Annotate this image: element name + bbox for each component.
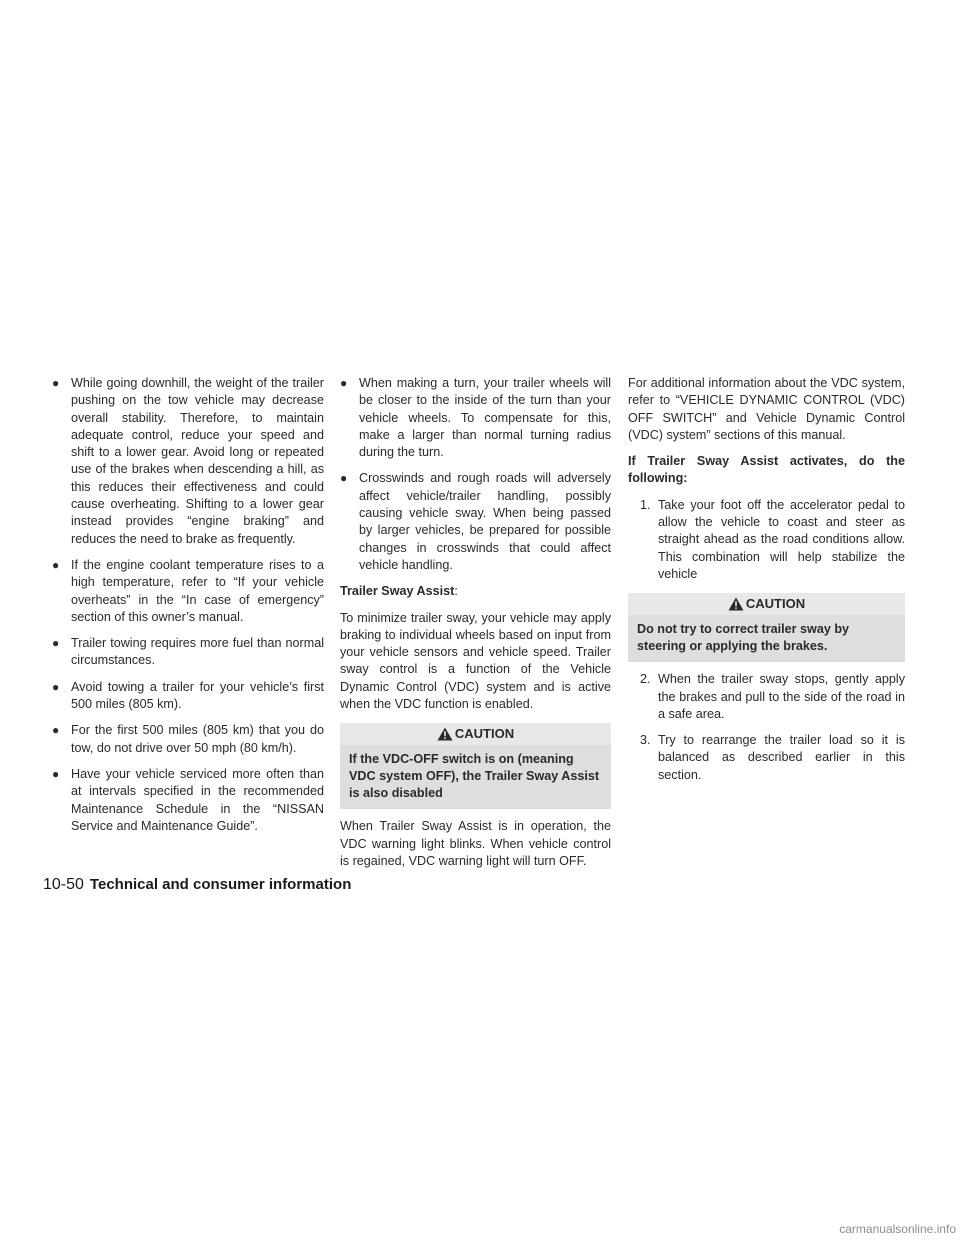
paragraph: To minimize trailer sway, your vehicle may apply braking to individual wheels based on input from your vehicle sensors and vehicle speed. Trailer sway control is a function of the Vehicle Dynamic Control (VDC) system and is active when the VDC function is enabled. (340, 610, 611, 712)
bullet-dot-icon: ● (340, 471, 348, 486)
bullet-dot-icon: ● (52, 766, 60, 781)
watermark: carmanualsonline.info (839, 1222, 956, 1236)
bullet-dot-icon: ● (52, 723, 60, 738)
bullet-dot-icon: ● (52, 679, 60, 694)
list-item: ● While going downhill, the weight of the trailer pushing on the tow vehicle may decrease overall stability. Therefore, to maintain adequate control, reduce your speed and shift to a lower gear. Avoid long or repeated use of the brakes when descending a hill, as this reduces their effectiveness and could cause overheating. Shifting to a lower gear instead provides “engine braking” and reduces the need to brake as frequently. (52, 376, 324, 546)
list-item: ● Avoid towing a trailer for your vehicle’s first 500 miles (805 km). (52, 679, 324, 712)
caution-box (628, 593, 905, 662)
bullet-dot-icon: ● (340, 376, 348, 390)
list-item: ● Have your vehicle serviced more often than at intervals specified in the recommended Maintenance Schedule in the “NISSAN Service and Maintenance Guide”. (52, 766, 324, 833)
list-item: ● For the first 500 miles (805 km) that you do tow, do not drive over 50 mph (80 km/h). (52, 723, 324, 755)
bullet-dot-icon: ● (52, 557, 60, 572)
page-footer (43, 876, 351, 894)
list-item: 2. When the trailer sway stops, gently apply the brakes and pull to the side of the road in a safe area. (640, 672, 905, 721)
section-title: Technical and consumer information (89, 876, 352, 893)
caution-header: CAUTION (628, 593, 905, 615)
section-heading: Trailer Sway Assist: (340, 584, 458, 599)
warning-triangle-icon (728, 597, 744, 611)
column-3 (628, 375, 905, 793)
section-heading: If Trailer Sway Assist activates, do the following: (628, 454, 905, 486)
caution-box (340, 723, 611, 809)
list-item: 1. Take your foot off the accelerator pedal to allow the vehicle to coast and steer as straight ahead as the road conditions allow. This combination will help stabilize the vehicle (640, 497, 905, 581)
list-item: ● When making a turn, your trailer wheels will be closer to the inside of the turn than your vehicle wheels. To compensate for this, make a larger than normal turning radius during the turn. (340, 376, 611, 460)
list-item: 3. Try to rearrange the trailer load so it is balanced as described earlier in this section. (640, 733, 905, 782)
caution-header: CAUTION (340, 723, 611, 745)
list-item: ● Crosswinds and rough roads will adversely affect vehicle/trailer handling, possibly causing vehicle sway. When being passed by larger vehicles, be prepared for possible changes in crosswinds that could affect vehicle handling. (340, 471, 611, 572)
caution-text: If the VDC-OFF switch is on (meaning VDC system OFF), the Trailer Sway Assist is also disabled (340, 745, 611, 809)
paragraph: When Trailer Sway Assist is in operation, the VDC warning light blinks. When vehicle control is regained, VDC warning light will turn OFF. (340, 819, 611, 868)
list-item: ● Trailer towing requires more fuel than normal circumstances. (52, 636, 324, 668)
paragraph: For additional information about the VDC system, refer to “VEHICLE DYNAMIC CONTROL (VDC) OFF SWITCH” and Vehicle Dynamic Control (VDC) system” sections of this manual. (628, 376, 905, 442)
column-1 (52, 375, 324, 844)
bullet-dot-icon: ● (52, 636, 60, 651)
column-2 (340, 375, 611, 879)
caution-text: Do not try to correct trailer sway by steering or applying the brakes. (628, 615, 905, 662)
bullet-dot-icon: ● (52, 376, 60, 390)
warning-triangle-icon (437, 727, 453, 741)
list-item: ● If the engine coolant temperature rises to a high temperature, refer to “If your vehicle overheats” in the “In case of emergency” section of this owner’s manual. (52, 557, 324, 624)
page-number: 10-50 (43, 876, 84, 893)
